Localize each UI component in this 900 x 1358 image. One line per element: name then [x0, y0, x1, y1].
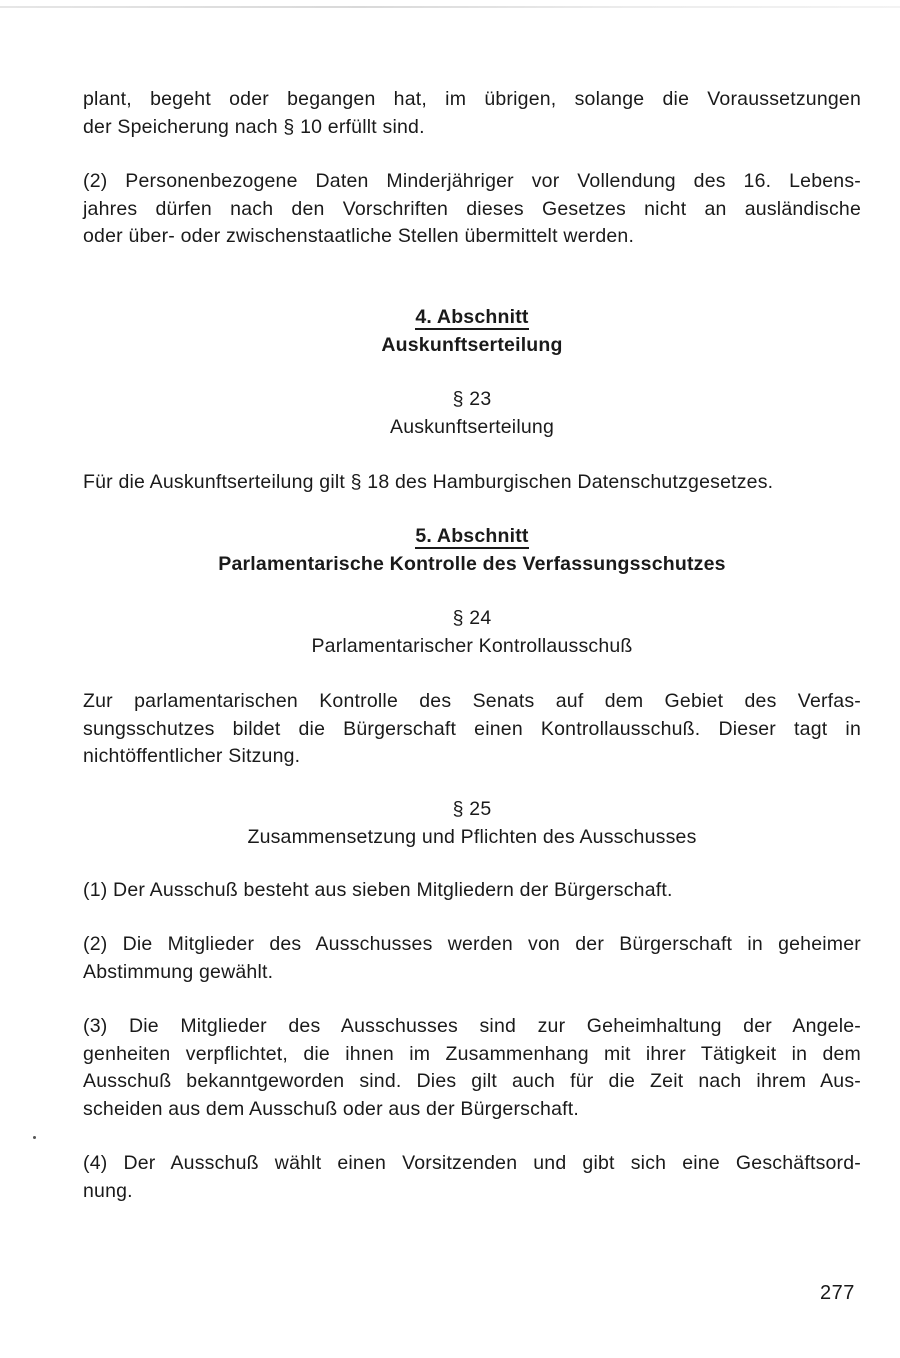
- paragraph-title: Parlamentarischer Kontrollausschuß: [311, 634, 633, 657]
- section-4-header: [83, 304, 861, 359]
- section-subheading: Auskunftserteilung: [381, 333, 563, 356]
- text-line: nung.: [83, 1179, 133, 1202]
- section-heading: 4. Abschnitt: [415, 306, 529, 328]
- paragraph-25-item-1: [83, 877, 861, 905]
- section-subheading: Parlamentarische Kontrolle des Verfassungsschutzes: [218, 552, 726, 575]
- text-line: (4) Der Ausschuß wählt einen Vorsitzenden und gibt sich eine Geschäftsord-: [83, 1152, 861, 1174]
- paragraph-2-minors: [83, 168, 861, 251]
- text-line: genheiten verpflichtet, die ihnen im Zusammenhang mit ihrer Tätigkeit in dem: [83, 1042, 861, 1065]
- section-5-header: [83, 523, 861, 578]
- text-line: Abstimmung gewählt.: [83, 960, 274, 983]
- text-line: (2) Die Mitglieder des Ausschusses werden von der Bürgerschaft in geheimer: [83, 933, 861, 955]
- text-line: (1) Der Ausschuß besteht aus sieben Mitgliedern der Bürgerschaft.: [83, 879, 673, 901]
- text-line: Ausschuß bekanntgeworden sind. Dies gilt auch für die Zeit nach ihrem Aus-: [83, 1070, 861, 1092]
- paragraph-25-item-2: [83, 931, 861, 986]
- text-line: scheiden aus dem Ausschuß oder aus der Bürgerschaft.: [83, 1097, 580, 1120]
- text-line: der Speicherung nach § 10 erfüllt sind.: [83, 115, 425, 138]
- margin-mark: [33, 1136, 36, 1139]
- text-line: oder über- oder zwischenstaatliche Stellen übermittelt werden.: [83, 225, 635, 247]
- paragraph-number: § 24: [452, 607, 492, 629]
- paragraph-23-text: [83, 469, 861, 497]
- text-line: nichtöffentlicher Sitzung.: [83, 745, 301, 767]
- text-line: plant, begeht oder begangen hat, im übrigen, solange die Voraussetzungen: [83, 88, 861, 110]
- text-line: jahres dürfen nach den Vorschriften dieses Gesetzes nicht an ausländische: [83, 197, 861, 220]
- text-line: (3) Die Mitglieder des Ausschusses sind zur Geheimhaltung der Angele-: [83, 1015, 861, 1037]
- paragraph-24-header: [83, 605, 861, 660]
- paragraph-title: Zusammensetzung und Pflichten des Ausschusses: [247, 825, 697, 848]
- paragraph-title: Auskunftserteilung: [389, 415, 555, 438]
- text-line: Zur parlamentarischen Kontrolle des Senats auf dem Gebiet des Verfas-: [83, 690, 861, 712]
- paragraph-number: § 25: [452, 798, 492, 820]
- paragraph-number: § 23: [452, 388, 492, 410]
- continuation-paragraph: [83, 86, 861, 141]
- paragraph-23-header: [83, 386, 861, 441]
- text-line: (2) Personenbezogene Daten Minderjähriger vor Vollendung des 16. Lebens-: [83, 170, 861, 192]
- text-line: Für die Auskunftserteilung gilt § 18 des Hamburgischen Datenschutzgesetzes.: [83, 471, 774, 493]
- paragraph-24-text: [83, 688, 861, 771]
- paragraph-25-item-4: [83, 1150, 861, 1205]
- section-heading: 5. Abschnitt: [415, 525, 529, 547]
- paragraph-25-item-3: [83, 1013, 861, 1123]
- paragraph-25-header: [83, 796, 861, 851]
- text-line: sungsschutzes bildet die Bürgerschaft einen Kontrollausschuß. Dieser tagt in: [83, 717, 861, 740]
- page-number: 277: [820, 1282, 855, 1304]
- top-edge-rule: [0, 6, 900, 8]
